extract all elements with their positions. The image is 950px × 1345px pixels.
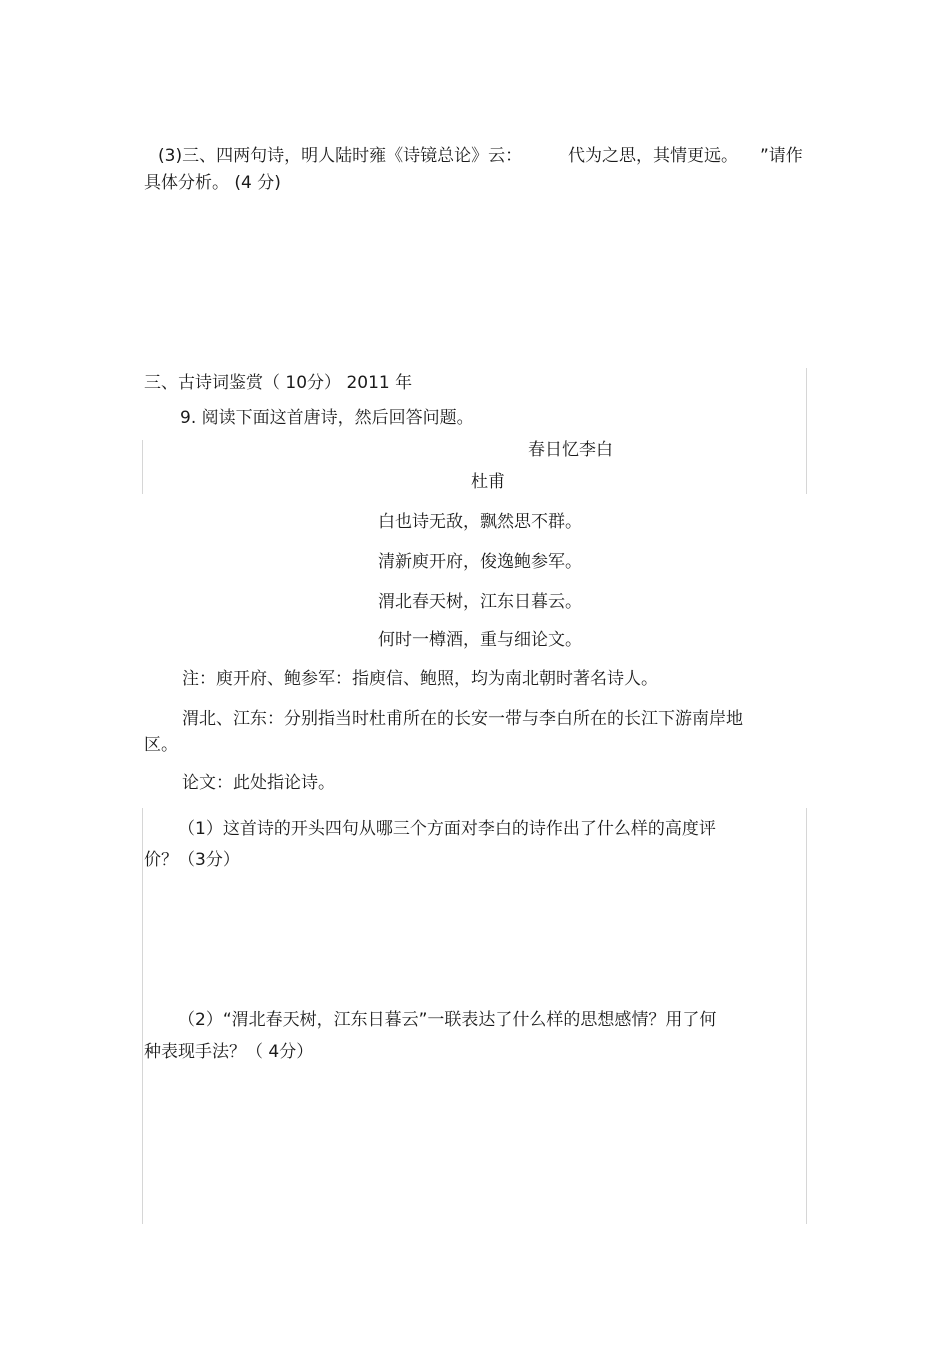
- q3-line2: 具体分析。 (4 分): [144, 173, 281, 193]
- question-2-line2: 种表现手法？（ 4分）: [144, 1042, 314, 1062]
- question-9: 9. 阅读下面这首唐诗，然后回答问题。: [180, 408, 474, 428]
- poem-line: 渭北春天树，江东日暮云。: [378, 592, 582, 612]
- q3-line1-part-a: (3)三、四两句诗，明人陆时雍《诗镜总论》云：: [158, 146, 523, 166]
- poem-line: 何时一樽酒，重与细论文。: [378, 630, 582, 650]
- border-line-left-bottom: [142, 808, 143, 1224]
- poem-line: 清新庾开府，俊逸鲍参军。: [378, 552, 582, 572]
- section-heading: 三、古诗词鉴赏（ 10分） 2011 年: [144, 373, 413, 393]
- note-1: 注：庾开府、鲍参军：指庾信、鲍照，均为南北朝时著名诗人。: [182, 669, 658, 689]
- poem-title: 春日忆李白: [528, 440, 613, 460]
- question-1-line1: （1）这首诗的开头四句从哪三个方面对李白的诗作出了什么样的高度评: [178, 819, 716, 839]
- q3-line1-part-b: 代为之思，其情更远。: [568, 146, 738, 166]
- note-2-line1: 渭北、江东：分别指当时杜甫所在的长安一带与李白所在的长江下游南岸地: [182, 709, 743, 729]
- q3-line1-part-c: ”请作: [760, 146, 803, 166]
- poem-line: 白也诗无敌，飘然思不群。: [378, 512, 582, 532]
- border-line-right-bottom: [806, 808, 807, 1224]
- note-2-line2: 区。: [144, 735, 178, 755]
- border-line-right-top: [806, 368, 807, 494]
- question-1-line2: 价？（3分）: [144, 850, 240, 870]
- poem-author: 杜甫: [471, 472, 505, 492]
- note-3: 论文：此处指论诗。: [182, 773, 335, 793]
- question-2-line1: （2）“渭北春天树，江东日暮云”一联表达了什么样的思想感情？用了何: [178, 1010, 717, 1030]
- border-line-left-top: [142, 440, 143, 494]
